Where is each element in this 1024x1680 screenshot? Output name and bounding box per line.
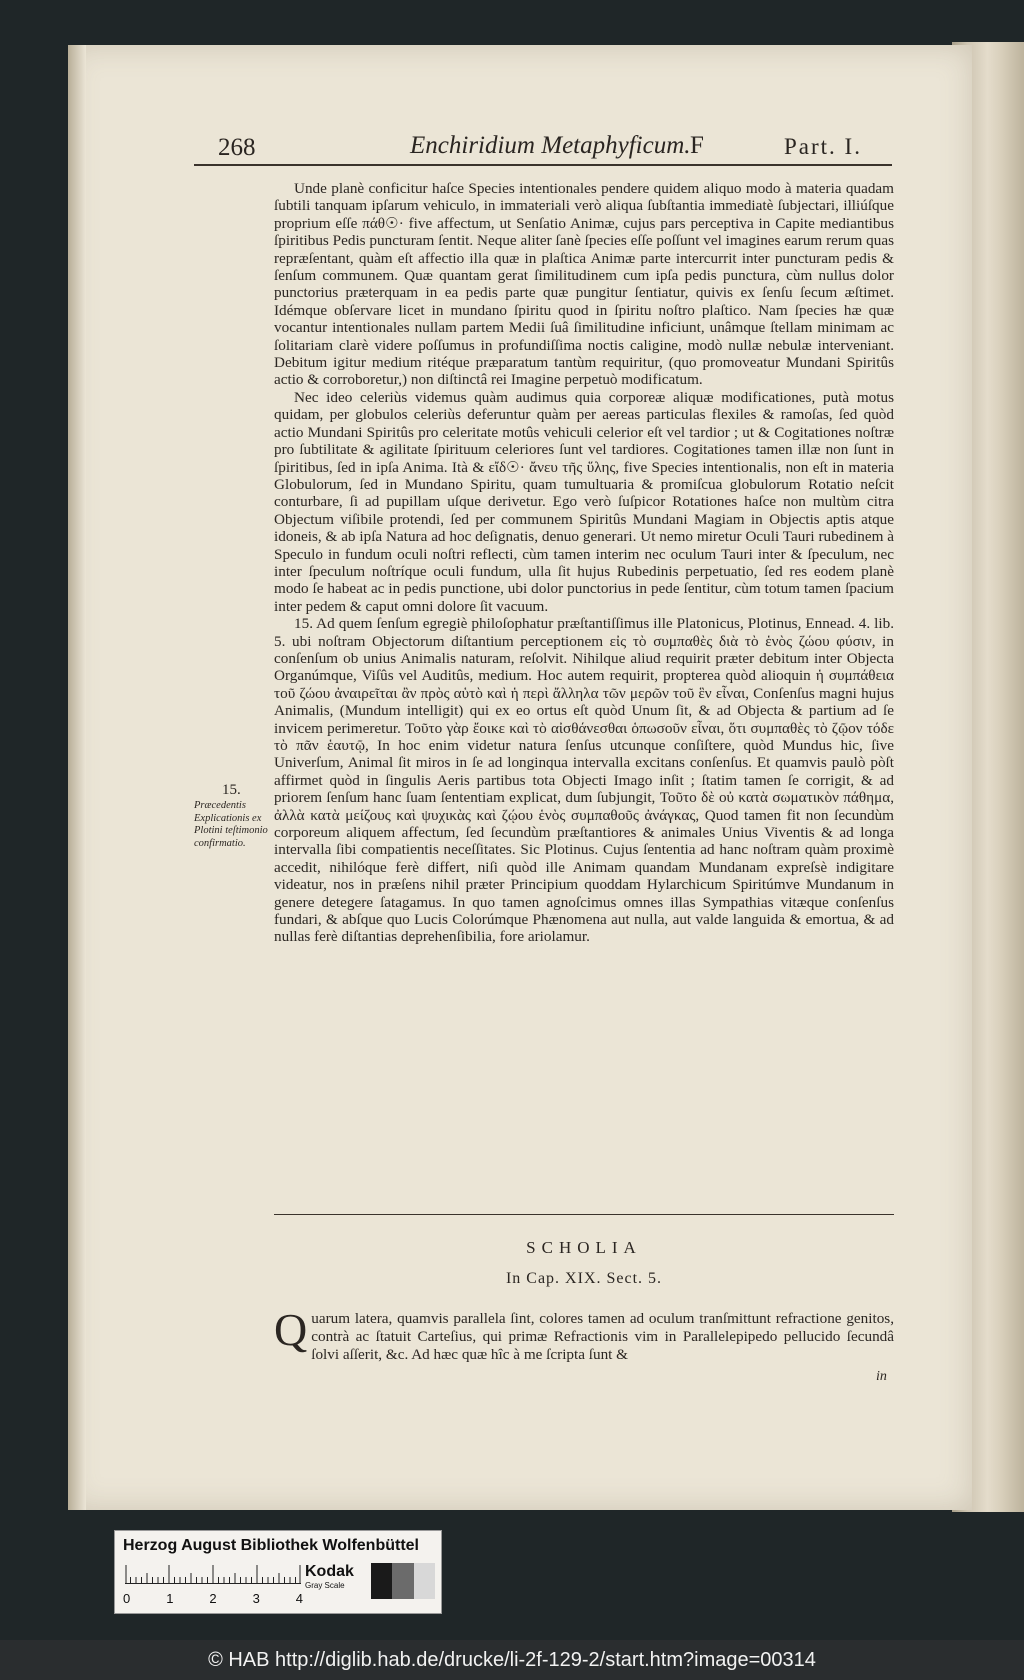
ruler-icon	[125, 1565, 301, 1584]
section-rule	[274, 1214, 894, 1215]
gray-patch	[392, 1563, 413, 1599]
page-number: 268	[218, 134, 256, 161]
header-rule	[194, 164, 892, 166]
scholia-subheading: In Cap. XIX. Sect. 5.	[505, 1270, 663, 1287]
drop-cap: Q	[274, 1304, 308, 1355]
scholia-body: uarum latera, quamvis parallela ſint, colores tamen ad oculum tranſmittunt refractione genitos, contrà ac ſtatuit Carteſius, qui primæ Refractionis vim in Parallelepipedo pellucido ſecundâ ſolvi aſſerit, &c. Ad hæc quæ hîc à me ſcripta ſunt &	[311, 1310, 894, 1363]
ruler-number: 1	[166, 1591, 174, 1606]
copyright-footer: © HAB http://diglib.hab.de/drucke/li-2f-129-2/start.htm?image=00314	[0, 1640, 1024, 1680]
running-head	[194, 128, 892, 164]
kodak-brand: Kodak	[305, 1563, 354, 1580]
catchword: in	[876, 1369, 887, 1384]
signature-mark: F	[690, 132, 704, 159]
ruler-number: 2	[209, 1591, 217, 1606]
marginal-note: Præcedentis Explicationis ex Plotini teſtimonio confirmatio.	[194, 800, 268, 849]
ruler-number: 4	[295, 1591, 303, 1606]
library-color-card	[114, 1530, 442, 1614]
scholia-heading: SCHOLIA	[526, 1238, 642, 1257]
paragraph: Unde planè conficitur haſce Species intentionales pendere quidem aliquo modo à materia quadam ſubtili tanquam ipſarum vehiculo, in immateriali verò aliqua ſubſtantia immediatè ſubjectari, illiúſque proprium eſſe πάθ☉· five affectum, ut Senſatio Animæ, cujus pars perceptiva in Capite mediantibus ſpiritibus Pedis puncturam ſentit. Neque aliter ſanè ſpecies eſſe poſſunt vel imagines earum rerum quas repræſentant, quàm eſt affectio illa quæ in plaſtica Animæ parte intercurrit inter puncturam pedis & ſenſum communem. Quæ quantam gerat ſimilitudinem cum ipſa pedis punctura, cùm nullus dolor punctorius præterquam in ea pedis parte quæ pungitur ſentiatur, quivis ex ſenſu ſecum æſtimet. Idémque obſervare licet in mundano ſpiritu quod in ſpiritu noſtro plaſtico. Nam ſpecies hæ quæ vocantur intentionales nullam partem Medii ſuâ ſimilitudine inficiunt, unâmque ſtellam minimam ac ſolitariam clarè videre poſſumus in profundiſſima noctis caligine, modò nullæ nebulæ interveniant. Debitum igitur medium ritéque præparatum tantùm requiritur, (quo promoveatur Mundani Spiritûs actio & corroboretur,) non diſtinctâ rei Imagine perpetuò modificatum.	[274, 180, 894, 389]
gray-patch	[414, 1563, 435, 1599]
paragraph: Nec ideo celeriùs videmus quàm audimus quia corporeæ aliquæ modificationes, putà motus quidam, per globulos celeriùs deferuntur quàm per aereas particulas flexiles & ramoſas, ſed quòd actio Mundani Spiritûs pro celeritate motûs vehiculi celerior eſt vel tardior ; ut & Cogitationes noſtræ pro ſubtilitate & agilitate ſpirituum celeriores ſunt vel tardiores. Cogitationes tamen illæ non ſunt in ſpiritibus, ſed in ipſa Anima. Ità & εἴδ☉· ἄνευ τῆς ὕλης, five Species intentionalis, non eſt in materia Globulorum, ſed in Mundano Spiritu, quam tumultuaria & promiſcua globulorum Rotatio neſcit conturbare, ſi ad pupillam uſque derivetur. Ego verò ſuſpicor Rotationes haſce non multùm citra Objectum viſibile protendi, ſed per communem Spiritûs Mundani Magiam in Objectis aptis atque idoneis, & ab ipſa Natura ad hoc deſignatis, denuo generari. Ut nemo miretur Oculi Tauri rubedinem à Speculo in fundum oculi noſtri reflecti, cùm tamen interim nec oculum Tauri inter & ſpeculum, nec inter ſpeculum noſtríque oculi fundum, ulla ſit hujus Rubedinis perpetuatio, ſed res eodem planè modo ſe habeat ac in pedis punctione, ubi dolor punctorius in pede ſentitur, cùm totum tamen ſpacium inter pedem & caput omni dolore ſit vacuum.	[274, 388, 894, 615]
part-label: Part. I.	[784, 134, 862, 159]
ruler-number: 3	[252, 1591, 260, 1606]
running-title: Enchiridium Metaphyficum.	[410, 132, 691, 159]
paragraph: 15. Ad quem ſenſum egregiè philoſophatur præſtantiſſimus ille Platonicus, Plotinus, Ennead. 4. lib. 5. ubi noſtram Objectorum diſtantium perceptionem εἰς τὸ συμπαθὲς διὰ τὸ ἑνὸς ζώου φύσιν, in conſenſum ob unius Animalis naturam, reſolvit. Nihilque aliud requirit præter debitum inter Objecta Organúmque, Viſûs vel Auditûs, medium. Hoc autem requirit, propterea quòd alioquin ἡ συμπάθεια τοῦ ζώου ἀναιρεῖται ἂν πρὸς αὑτὸ καὶ ἡ περὶ ἄλληλα τῶν μερῶν τοῦ ἓν εἶναι, Conſenſus magni hujus Animalis, (Mundum intelligit) qui ex eo ortus eſt quòd Unum ſit, & ad Objecta & partium ad ſe invicem perimeretur. Τοῦτο γὰρ ἔοικε καὶ τὸ αἰσθάνεσθαι ὁπωσοῦν εἶναι, ὅτι συμπαθὲς τὸ ζῷον τόδε τὸ πᾶν ἑαυτῷ, In hoc enim videtur natura ſenſus utcunque conſiſtere, quòd Mundus hic, ſive Univerſum, Animal ſit miros in ſe ad longinqua intervalla excitans conſenſus. Et quamvis paulò pòſt affirmet quòd in ſingulis Aeris partibus tota Objecti Imago inſit ; ſtatim tamen ſe corrigit, & ad priorem ſenſum hanc ſuam ſententiam explicat, dum ſubjungit, Τοῦτο δὲ οὐ κατὰ σωματικὸν πάθημα, ἀλλὰ κατὰ μείζους καὶ ψυχικὰς καὶ ζῴου ἑνὸς συμπαθοῦς ἀνάγκας, Quod tamen fit non ſecundùm corporeum aliquem affectum, ſed ſecundùm præſtantiores & animales Unius Viventis & ad longa intervalla ſibi compatientis neceſſitates. Sic Plotinus. Cujus ſententia ad hanc noſtram quàm proximè accedit, nihilóque ferè differt, niſi quòd ille Animam quandam Mundanam expreſsè indigitare videatur, nos in præſens nihil præter Principium quoddam Hylarchicum Spiritúmve Mundanum in genere detegere ſatagamus. In quo tamen agnoſcimus omnes illas Sympathias vitæque conſenſus fundari, & abſque quo Lucis Colorúmque Phænomena aut nulla, aut valde languida & emortua, & ad nullas ferè diſtantias deprehenſibilia, fore ariolamur.	[274, 615, 894, 946]
scholia-text	[274, 1304, 894, 1364]
kodak-subtitle: Gray Scale	[305, 1581, 345, 1590]
margin-section-number: 15.	[222, 782, 241, 798]
gray-patch	[371, 1563, 392, 1599]
ruler-number: 0	[123, 1591, 131, 1606]
gray-scale-patches	[371, 1563, 435, 1599]
ruler-numbers	[123, 1591, 303, 1606]
page-gutter	[68, 45, 86, 1510]
book-page-edges	[968, 42, 1024, 1512]
library-name: Herzog August Bibliothek Wolfenbüttel	[123, 1537, 419, 1554]
kodak-label	[305, 1563, 371, 1595]
body-text	[274, 180, 894, 946]
